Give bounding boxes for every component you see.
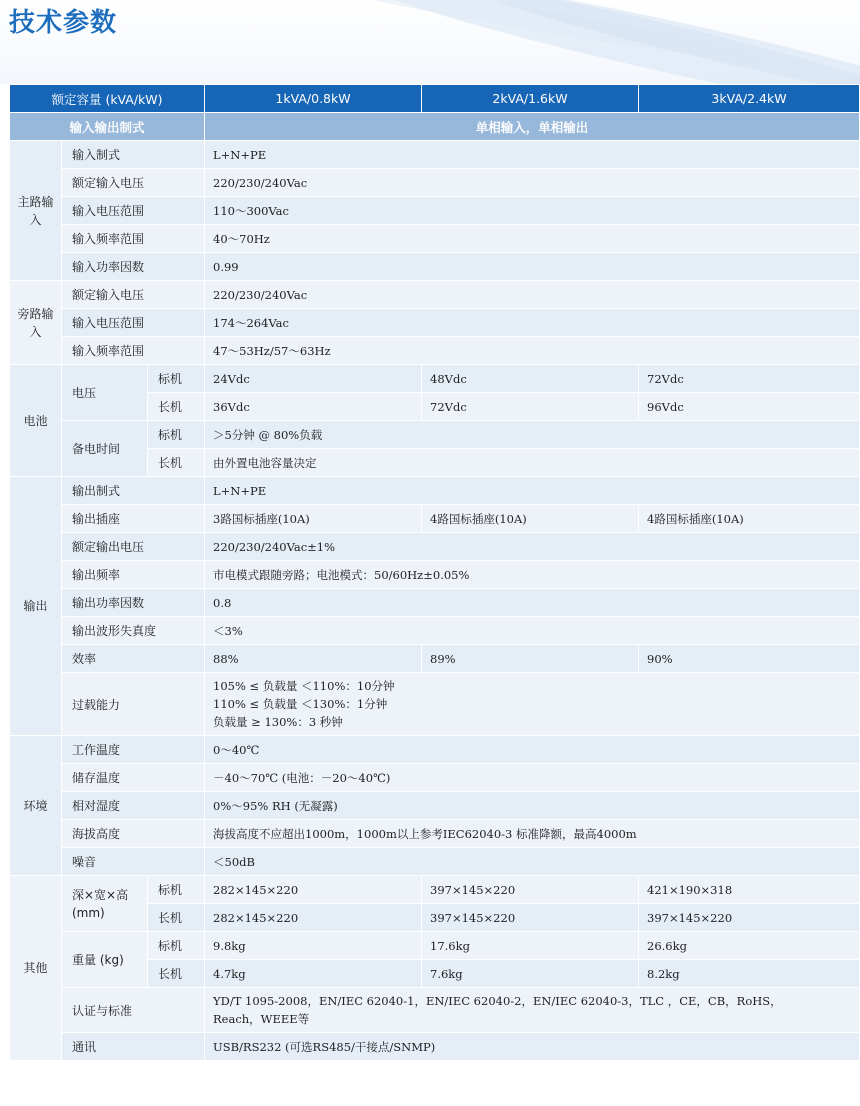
row-value: USB/RS232 (可选RS485/干接点/SNMP) (205, 1033, 860, 1061)
row-label: 效率 (62, 645, 205, 673)
row-label: 噪音 (62, 848, 205, 876)
row-value: ＜3% (205, 617, 860, 645)
table-row (10, 736, 860, 764)
row-value: L+N+PE (205, 141, 860, 169)
overload-line: 110% ≤ 负载量 ＜130%：1分钟 (213, 697, 388, 711)
backup-time-label: 备电时间 (62, 421, 148, 477)
row-label: 输入频率范围 (62, 337, 205, 365)
row-label: 工作温度 (62, 736, 205, 764)
row-value: 220/230/240Vac (205, 169, 860, 197)
row-value: 110～300Vac (205, 197, 860, 225)
row-value: 220/230/240Vac (205, 281, 860, 309)
row-value: 8.2kg (639, 960, 860, 988)
io-system-row (10, 113, 860, 141)
table-row (10, 365, 860, 393)
row-label: 通讯 (62, 1033, 205, 1061)
model-2kva: 2kVA/1.6kW (422, 85, 639, 113)
row-label: 输入功率因数 (62, 253, 205, 281)
row-value: 90% (639, 645, 860, 673)
table-row (10, 225, 860, 253)
row-value: 0%～95% RH (无凝露) (205, 792, 860, 820)
sub-label-standard: 标机 (148, 365, 205, 393)
table-row (10, 848, 860, 876)
row-value: 88% (205, 645, 422, 673)
row-label: 相对湿度 (62, 792, 205, 820)
page-title: 技术参数 (9, 8, 118, 38)
group-output: 输出 (10, 477, 62, 736)
row-value: 89% (422, 645, 639, 673)
sub-label-long: 长机 (148, 904, 205, 932)
row-label: 认证与标准 (62, 988, 205, 1033)
row-value: 9.8kg (205, 932, 422, 960)
table-header-row (10, 85, 860, 113)
row-value: 40～70Hz (205, 225, 860, 253)
row-value: 4路国标插座(10A) (422, 505, 639, 533)
row-value: 47～53Hz/57～63Hz (205, 337, 860, 365)
sub-label-long: 长机 (148, 393, 205, 421)
row-label: 输出波形失真度 (62, 617, 205, 645)
row-value: 0.8 (205, 589, 860, 617)
table-row (10, 505, 860, 533)
table-row (10, 533, 860, 561)
dimensions-label: 深×宽×高 (mm) (62, 876, 148, 932)
table-row (10, 988, 860, 1033)
row-value: 市电模式跟随旁路；电池模式：50/60Hz±0.05% (205, 561, 860, 589)
table-row (10, 337, 860, 365)
row-value: 397×145×220 (422, 904, 639, 932)
row-value: 0～40℃ (205, 736, 860, 764)
row-value: 17.6kg (422, 932, 639, 960)
table-row (10, 1033, 860, 1061)
sub-label-standard: 标机 (148, 876, 205, 904)
row-value: ＜50dB (205, 848, 860, 876)
capacity-label: 额定容量 (kVA/kW) (10, 85, 205, 113)
row-value: 220/230/240Vac±1% (205, 533, 860, 561)
row-value: ＞5分钟 @ 80%负载 (205, 421, 860, 449)
table-row (10, 673, 860, 736)
group-battery: 电池 (10, 365, 62, 477)
model-3kva: 3kVA/2.4kW (639, 85, 860, 113)
row-value: 海拔高度不应超出1000m，1000m以上参考IEC62040-3 标准降额，最高4000m (205, 820, 860, 848)
row-label: 输入制式 (62, 141, 205, 169)
io-system-value: 单相输入，单相输出 (205, 113, 860, 141)
row-label: 输出制式 (62, 477, 205, 505)
row-value: 72Vdc (422, 393, 639, 421)
header-banner (0, 0, 860, 84)
table-row (10, 141, 860, 169)
weight-label: 重量 (kg) (62, 932, 148, 988)
row-value: 3路国标插座(10A) (205, 505, 422, 533)
row-value: 72Vdc (639, 365, 860, 393)
overload-line: 负载量 ≥ 130%：3 秒钟 (213, 715, 343, 729)
model-1kva: 1kVA/0.8kW (205, 85, 422, 113)
group-main-input: 主路输入 (10, 141, 62, 281)
table-row (10, 764, 860, 792)
sub-label-long: 长机 (148, 449, 205, 477)
row-label: 海拔高度 (62, 820, 205, 848)
row-value: 4路国标插座(10A) (639, 505, 860, 533)
certification-value (205, 988, 860, 1033)
overload-line: 105% ≤ 负载量 ＜110%：10分钟 (213, 679, 395, 693)
spec-table (9, 84, 860, 1061)
table-row (10, 617, 860, 645)
row-value: 24Vdc (205, 365, 422, 393)
row-value: 421×190×318 (639, 876, 860, 904)
io-system-label: 输入输出制式 (10, 113, 205, 141)
row-value: 26.6kg (639, 932, 860, 960)
table-row (10, 645, 860, 673)
table-row (10, 589, 860, 617)
table-row (10, 561, 860, 589)
row-value: 96Vdc (639, 393, 860, 421)
row-value: 174～264Vac (205, 309, 860, 337)
table-row (10, 421, 860, 449)
row-value: 0.99 (205, 253, 860, 281)
cert-line: Reach，WEEE等 (213, 1012, 310, 1026)
group-bypass-input: 旁路输入 (10, 281, 62, 365)
battery-voltage-label: 电压 (62, 365, 148, 421)
table-row (10, 309, 860, 337)
sub-label-standard: 标机 (148, 932, 205, 960)
row-label: 额定输入电压 (62, 281, 205, 309)
cert-line: YD/T 1095-2008，EN/IEC 62040-1，EN/IEC 62040-2，EN/IEC 62040-3，TLC ，CE，CB，RoHS， (213, 994, 782, 1008)
row-label: 额定输出电压 (62, 533, 205, 561)
row-value: 7.6kg (422, 960, 639, 988)
row-label: 输入电压范围 (62, 197, 205, 225)
table-row (10, 253, 860, 281)
row-value: 282×145×220 (205, 904, 422, 932)
table-row (10, 876, 860, 904)
table-row (10, 197, 860, 225)
row-label: 额定输入电压 (62, 169, 205, 197)
table-row (10, 932, 860, 960)
row-value: L+N+PE (205, 477, 860, 505)
sub-label-standard: 标机 (148, 421, 205, 449)
row-value: 由外置电池容量决定 (205, 449, 860, 477)
row-label: 输出功率因数 (62, 589, 205, 617)
row-value: 282×145×220 (205, 876, 422, 904)
row-label: 输入频率范围 (62, 225, 205, 253)
row-value: 397×145×220 (639, 904, 860, 932)
table-row (10, 169, 860, 197)
table-row (10, 281, 860, 309)
row-label: 过载能力 (62, 673, 205, 736)
row-label: 输出频率 (62, 561, 205, 589)
table-row (10, 477, 860, 505)
row-value: 48Vdc (422, 365, 639, 393)
table-row (10, 820, 860, 848)
row-label: 输入电压范围 (62, 309, 205, 337)
row-value: －40～70℃ (电池：－20～40℃) (205, 764, 860, 792)
group-other: 其他 (10, 876, 62, 1061)
row-value: 4.7kg (205, 960, 422, 988)
sub-label-long: 长机 (148, 960, 205, 988)
overload-value (205, 673, 860, 736)
row-value: 36Vdc (205, 393, 422, 421)
row-label: 输出插座 (62, 505, 205, 533)
group-environment: 环境 (10, 736, 62, 876)
table-row (10, 792, 860, 820)
row-label: 储存温度 (62, 764, 205, 792)
row-value: 397×145×220 (422, 876, 639, 904)
